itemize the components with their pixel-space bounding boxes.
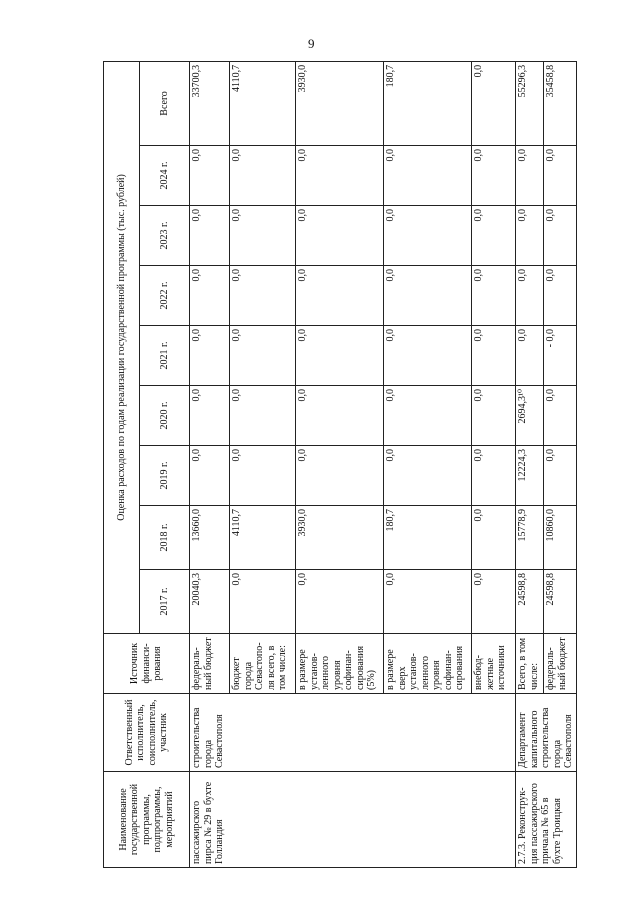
cell-value: 0,0: [384, 146, 472, 206]
cell-value: 0,0: [296, 266, 384, 326]
cell-value: 3930,0: [296, 506, 384, 570]
cell-value: 33700,3: [190, 61, 230, 145]
cell-value: 0,0: [190, 146, 230, 206]
header-year-2024: 2024 г.: [140, 146, 190, 206]
cell-value: 0,0: [190, 206, 230, 266]
cell-value: 0,0: [472, 570, 516, 634]
header-responsible: Ответственный исполнитель, соисполнитель, участник: [104, 694, 190, 772]
cell-value: 0,0: [230, 326, 296, 386]
cell-responsible: строительства города Севастополя: [190, 694, 516, 772]
cell-value: 0,0: [472, 206, 516, 266]
header-name: Наименование государственной программы, подпрограммы, мероприятий: [104, 772, 190, 868]
cell-value: 0,0: [516, 266, 544, 326]
cell-value: 0,0: [472, 506, 516, 570]
table-row: [516, 61, 544, 867]
cell-value: 0,0: [472, 266, 516, 326]
header-year-2018: 2018 г.: [140, 506, 190, 570]
cell-value: 0,0: [296, 146, 384, 206]
cell-value: 0,0: [190, 446, 230, 506]
cell-value: 0,0: [384, 326, 472, 386]
cell-value: 0,0: [472, 446, 516, 506]
cell-value: 180,7: [384, 61, 472, 145]
cell-value: 10860,0: [544, 506, 576, 570]
cell-value: 0,0: [516, 146, 544, 206]
table-row: [190, 61, 230, 867]
cell-value: 3930,0: [296, 61, 384, 145]
page-number: 9: [308, 36, 315, 51]
rotated-table-area: [103, 62, 574, 868]
header-year-2017: 2017 г.: [140, 570, 190, 634]
cell-value: 20040,3: [190, 570, 230, 634]
cell-value: 2694,3¹⁰: [516, 386, 544, 446]
cell-value: 0,0: [516, 326, 544, 386]
cell-value: 0,0: [384, 386, 472, 446]
cell-value: 12224,3: [516, 446, 544, 506]
cell-value: 13660,0: [190, 506, 230, 570]
cell-value: 0,0: [190, 326, 230, 386]
cell-source: внебюд-жетные источники: [472, 634, 516, 694]
cell-value: 0,0: [230, 570, 296, 634]
cell-value: 0,0: [472, 326, 516, 386]
cell-value: 0,0: [230, 206, 296, 266]
cell-value: 0,0: [230, 266, 296, 326]
cell-source: федераль-ный бюджет: [190, 634, 230, 694]
cell-value: 0,0: [230, 446, 296, 506]
cell-value: 0,0: [384, 266, 472, 326]
cell-value: 24598,8: [544, 570, 576, 634]
header-expense-estimate: Оценка расходов по годам реализации государственной программы (тыс. рублей): [104, 61, 140, 633]
cell-value: 0,0: [544, 206, 576, 266]
cell-value: 0,0: [544, 146, 576, 206]
cell-value: 0,0: [384, 206, 472, 266]
cell-value: 0,0: [190, 266, 230, 326]
cell-value: 0,0: [472, 146, 516, 206]
cell-value: 0,0: [296, 206, 384, 266]
header-year-2022: 2022 г.: [140, 266, 190, 326]
cell-value: 55296,3: [516, 61, 544, 145]
cell-value: 0,0: [190, 386, 230, 446]
header-year-2020: 2020 г.: [140, 386, 190, 446]
cell-source: бюджет города Севастопо-ля всего, в том числе:: [230, 634, 296, 694]
cell-value: 0,0: [296, 326, 384, 386]
cell-source: в размере установ-ленного уровня софинан-сирования (5%): [296, 634, 384, 694]
header-year-2021: 2021 г.: [140, 326, 190, 386]
cell-value: 24598,8: [516, 570, 544, 634]
cell-value: 0,0: [296, 446, 384, 506]
cell-value: 0,0: [472, 386, 516, 446]
cell-value: 180,7: [384, 506, 472, 570]
cell-value: 35458,8: [544, 61, 576, 145]
cell-value: 0,0: [384, 446, 472, 506]
cell-value: 4110,7: [230, 61, 296, 145]
cell-value: 0,0: [516, 206, 544, 266]
cell-measure-name: пассажирского пирса № 29 в бухте Голландия: [190, 772, 516, 868]
cell-value: 0,0: [544, 386, 576, 446]
cell-value: 15778,9: [516, 506, 544, 570]
cell-value: 0,0: [230, 386, 296, 446]
budget-table: [103, 61, 577, 868]
cell-source: в размере сверх установ-ленного уровня софинан-сирования: [384, 634, 472, 694]
cell-value: 0,0: [296, 570, 384, 634]
cell-value: 0,0: [544, 446, 576, 506]
cell-value: - 0,0: [544, 326, 576, 386]
cell-measure-name: 2.7.3. Реконструк-ция пассажирского причала № 65 в бухте Троицкая: [516, 772, 577, 868]
header-total: Всего: [140, 61, 190, 145]
cell-value: 4110,7: [230, 506, 296, 570]
cell-value: 0,0: [384, 570, 472, 634]
cell-source: федераль-ный бюджет: [544, 634, 576, 694]
header-year-2019: 2019 г.: [140, 446, 190, 506]
cell-value: 0,0: [296, 386, 384, 446]
cell-value: 0,0: [544, 266, 576, 326]
header-year-2023: 2023 г.: [140, 206, 190, 266]
cell-value: 0,0: [472, 61, 516, 145]
rotated-table-container: [103, 62, 574, 868]
cell-value: 0,0: [230, 146, 296, 206]
header-source: Источник финанси-рования: [104, 634, 190, 694]
cell-responsible: Департамент капитального строительства города Севастополя: [516, 694, 577, 772]
cell-source: Всего, в том числе:: [516, 634, 544, 694]
